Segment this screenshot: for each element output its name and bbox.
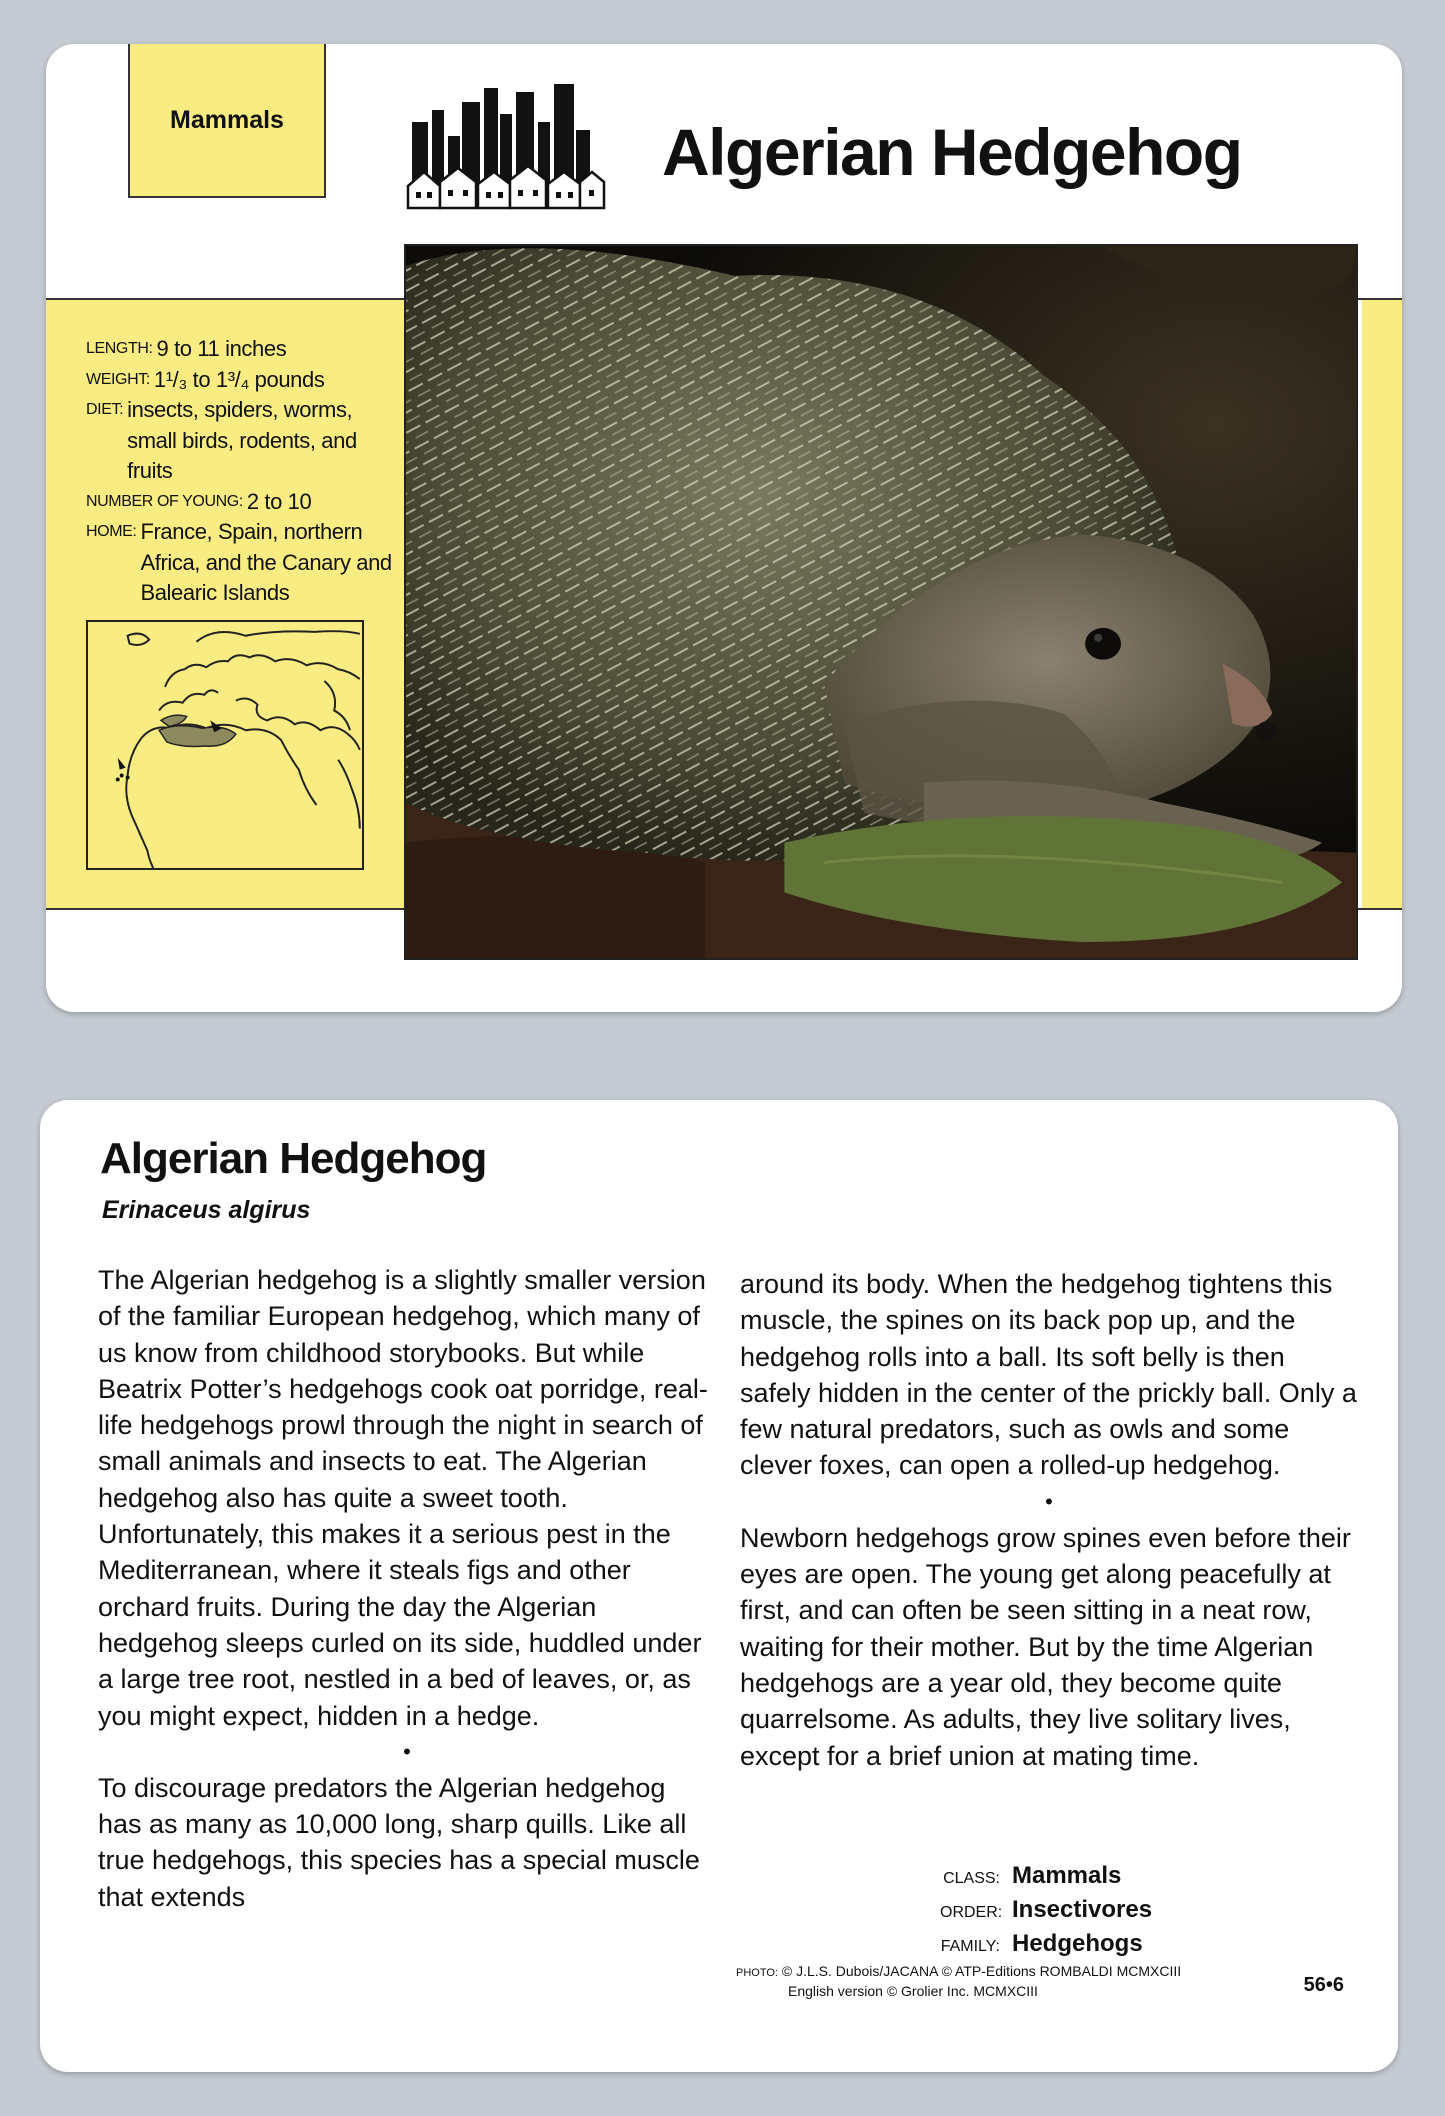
front-title: Algerian Hedgehog xyxy=(662,115,1242,189)
credit-line-1: © J.L.S. Dubois/JACANA © ATP-Editions ROMBALDI MCMXCIII xyxy=(781,1963,1182,1979)
credit-lead: PHOTO: xyxy=(736,1967,778,1979)
city-skyline-icon xyxy=(406,74,606,214)
card-number: 56•6 xyxy=(1303,1974,1344,1996)
stat-number-of-young: NUMBER OF YOUNG: 2 to 10 xyxy=(86,488,312,514)
stat-home: HOME: France, Spain, northern Africa, and the Canary and Balearic Islands xyxy=(86,519,392,605)
stat-length: LENGTH: 9 to 11 inches xyxy=(86,336,287,361)
taxonomy-class: CLASS: Mammals xyxy=(943,1862,1122,1889)
range-map xyxy=(86,620,364,870)
scientific-name: Erinaceus algirus xyxy=(102,1196,311,1224)
card-front xyxy=(46,44,1402,1012)
text-column-right xyxy=(740,1266,1358,1774)
bullet-separator: • xyxy=(1045,1488,1053,1514)
back-title: Algerian Hedgehog xyxy=(100,1134,487,1183)
credit-line-2: English version © Grolier Inc. MCMXCIII xyxy=(788,1983,1038,1999)
category-label: Mammals xyxy=(170,105,284,134)
paragraph: Newborn hedgehogs grow spines even before their eyes are open. The young get along peacefully at first, and can often be seen sitting in a neat row, waiting for their mother. But by the time Algerian hedgehogs are a year old, they become quite quarrelsome. As adults, they live solitary lives, except for a brief union at mating time. xyxy=(740,1522,1351,1771)
taxonomy-order: ORDER: Insectivores xyxy=(940,1896,1153,1923)
taxonomy-family: FAMILY: Hedgehogs xyxy=(940,1930,1143,1957)
accent-band xyxy=(1362,300,1402,910)
text-column-left xyxy=(98,1262,716,1915)
bullet-separator: • xyxy=(403,1738,411,1764)
paragraph: around its body. When the hedgehog tightens this muscle, the spines on its back pop up, and the hedgehog rolls into a ball. Its soft belly is then safely hidden in the center of the prickly ball. Only a few natural predators, such as owls and some clever foxes, can open a rolled-up hedgehog. xyxy=(740,1269,1357,1481)
photo-credit xyxy=(736,1962,1181,2000)
stat-weight: WEIGHT: 1¹/₃ to 1³/₄ pounds xyxy=(86,366,325,392)
hedgehog-photo xyxy=(404,244,1358,960)
taxonomy-block xyxy=(940,1860,1152,1962)
paragraph: To discourage predators the Algerian hedgehog has as many as 10,000 long, sharp quills. Like all true hedgehogs, this species has a special muscle that extends xyxy=(98,1772,700,1912)
category-box xyxy=(128,44,326,198)
card-back xyxy=(40,1100,1398,2072)
stat-diet: DIET: insects, spiders, worms, small birds, rodents, and fruits xyxy=(86,397,357,483)
stats-list xyxy=(86,334,396,609)
paragraph: The Algerian hedgehog is a slightly smaller version of the familiar European hedgehog, which many of us know from childhood storybooks. But while Beatrix Potter’s hedgehogs cook oat porridge, real-life hedgehogs prowl through the night in search of small animals and insects to eat. The Algerian hedgehog also has quite a sweet tooth. Unfortunately, this makes it a serious pest in the Mediterranean, where it steals figs and other orchard fruits. During the day the Algerian hedgehog sleeps curled on its side, huddled under a large tree root, nestled in a bed of leaves, or, as you might expect, hidden in a hedge. xyxy=(98,1265,708,1731)
